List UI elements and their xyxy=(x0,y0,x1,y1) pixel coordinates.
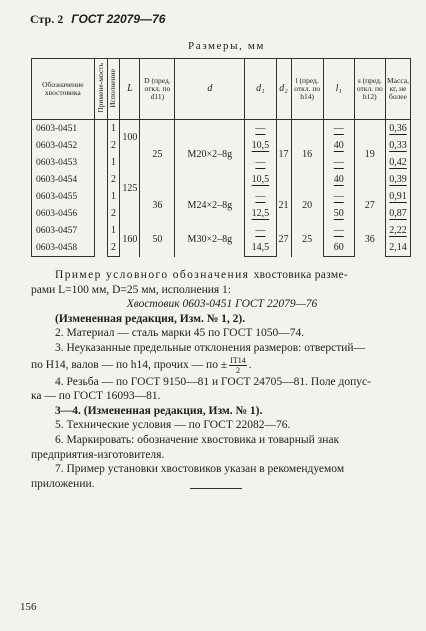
cell-exec: 1 xyxy=(107,222,120,239)
dimensions-table xyxy=(31,58,411,257)
item-3-tolerances-cont: по Н14, валов — по h14, прочих — по ± $\frac{IT14}{2}$ . xyxy=(31,355,252,375)
col-header-applicability: Примене-мость xyxy=(94,59,107,120)
cell-l1: 40 xyxy=(323,171,354,188)
cell-s: 19 xyxy=(354,120,385,189)
cell-l: 16 xyxy=(291,120,323,189)
cell-exec: 1 xyxy=(107,188,120,205)
page-number: 156 xyxy=(20,601,37,613)
cell-d1: 10,5 xyxy=(245,171,276,188)
cell-d: М24×2–8g xyxy=(175,188,245,222)
cell-d: М30×2–8g xyxy=(175,222,245,257)
change-note-2: 3—4. (Измененная редакция, Изм. № 1). xyxy=(55,404,263,417)
cell-mass: 0,36 xyxy=(385,120,410,138)
cell-l1: 50 xyxy=(323,205,354,222)
body-text xyxy=(31,268,413,491)
table-row xyxy=(32,222,411,239)
col-header-d1: d₁ xyxy=(245,59,276,120)
item-2-material: 2. Материал — сталь марки 45 по ГОСТ 1050—74. xyxy=(55,327,305,340)
cell-exec: 1 xyxy=(107,120,120,138)
cell-code: 0603-0458 xyxy=(32,239,95,257)
change-note-1: (Измененная редакция, Изм. № 1, 2). xyxy=(55,312,246,325)
end-rule xyxy=(190,488,242,489)
cell-code: 0603-0451 xyxy=(32,120,95,138)
cell-exec: 2 xyxy=(107,137,120,154)
cell-exec: 2 xyxy=(107,171,120,188)
cell-mass: 0,87 xyxy=(385,205,410,222)
item-6-marking: 6. Маркировать: обозначение хвостовика и товарный знак xyxy=(55,433,340,446)
col-header-d: d xyxy=(175,59,245,120)
cell-s: 36 xyxy=(354,222,385,257)
col-header-l1: l₁ xyxy=(323,59,354,120)
cell-mass: 2,14 xyxy=(385,239,410,257)
page-label: Стр. 2 xyxy=(30,12,64,26)
item-5-conditions: 5. Технические условия — по ГОСТ 22082—76. xyxy=(55,419,291,432)
item-4-thread-cont: ка — по ГОСТ 16093—81. xyxy=(31,390,161,403)
cell-code: 0603-0456 xyxy=(32,205,95,222)
col-header-L: L xyxy=(120,59,140,120)
cell-mass: 0,39 xyxy=(385,171,410,188)
item-6-marking-cont: предприятия-изготовителя. xyxy=(31,448,165,461)
cell-mass: 0,91 xyxy=(385,188,410,205)
cell-d1: 10,5 xyxy=(245,137,276,154)
item-3-tolerances: 3. Неуказанные предельные отклонения размеров: отверстий— xyxy=(55,341,366,354)
cell-d1: — xyxy=(245,188,276,205)
cell-L: 125 xyxy=(120,154,140,222)
example-heading: Пример условного обозначения хвостовика разме- xyxy=(55,269,348,281)
cell-d1: — xyxy=(245,154,276,171)
cell-l1: 60 xyxy=(323,239,354,257)
col-header-code: Обозначение хвостовика xyxy=(32,59,95,120)
cell-d2: 21 xyxy=(276,188,291,222)
table-row xyxy=(32,188,411,205)
col-header-execution: Исполнение xyxy=(107,59,120,120)
cell-l: 20 xyxy=(291,188,323,222)
cell-code: 0603-0455 xyxy=(32,188,95,205)
cell-d1: — xyxy=(245,120,276,138)
cell-d2: 27 xyxy=(276,222,291,257)
cell-s: 27 xyxy=(354,188,385,222)
item-7-example-cont: приложении. xyxy=(31,477,95,490)
cell-d2: 17 xyxy=(276,120,291,189)
tolerance-fraction: $\frac{IT14}{2}$ xyxy=(230,355,246,375)
cell-l1: — xyxy=(323,222,354,239)
table-row xyxy=(32,120,411,138)
cell-mass: 0,42 xyxy=(385,154,410,171)
cell-l1: — xyxy=(323,154,354,171)
cell-exec: 2 xyxy=(107,239,120,257)
standard-number: ГОСТ 22079—76 xyxy=(71,12,166,26)
cell-exec: 1 xyxy=(107,154,120,171)
cell-code: 0603-0454 xyxy=(32,171,95,188)
cell-L: 160 xyxy=(120,222,140,257)
cell-l1: — xyxy=(323,188,354,205)
cell-code: 0603-0453 xyxy=(32,154,95,171)
cell-mass: 0,33 xyxy=(385,137,410,154)
item-4-thread: 4. Резьба — по ГОСТ 9150—81 и ГОСТ 24705—81. Поле допус- xyxy=(55,375,371,388)
dimensions-title: Размеры, мм xyxy=(188,40,265,52)
col-header-s: s (пред. откл. по h12) xyxy=(354,59,385,120)
example-designation: Хвостовик 0603-0451 ГОСТ 22079—76 xyxy=(126,298,318,311)
cell-l1: — xyxy=(323,120,354,138)
cell-applicability xyxy=(94,120,107,257)
col-header-D: D (пред. откл. по d11) xyxy=(140,59,175,120)
cell-D: 36 xyxy=(140,188,175,222)
cell-L: 100 xyxy=(120,120,140,155)
cell-D: 25 xyxy=(140,120,175,189)
cell-d1: 14,5 xyxy=(245,239,276,257)
cell-l: 25 xyxy=(291,222,323,257)
cell-d1: — xyxy=(245,222,276,239)
cell-code: 0603-0452 xyxy=(32,137,95,154)
cell-d: М20×2–8g xyxy=(175,120,245,189)
col-header-d2: d₂ xyxy=(276,59,291,120)
example-params: рами L=100 мм, D=25 мм, исполнения 1: xyxy=(31,283,231,296)
cell-mass: 2,22 xyxy=(385,222,410,239)
cell-exec: 2 xyxy=(107,205,120,222)
cell-code: 0603-0457 xyxy=(32,222,95,239)
cell-l1: 40 xyxy=(323,137,354,154)
page-header xyxy=(30,12,165,27)
cell-D: 50 xyxy=(140,222,175,257)
item-7-example: 7. Пример установки хвостовиков указан в рекомендуемом xyxy=(55,463,345,476)
cell-d1: 12,5 xyxy=(245,205,276,222)
table-header-row xyxy=(32,59,411,120)
col-header-mass: Масса, кг, не более xyxy=(385,59,410,120)
col-header-l: l (пред. откл. по h14) xyxy=(291,59,323,120)
